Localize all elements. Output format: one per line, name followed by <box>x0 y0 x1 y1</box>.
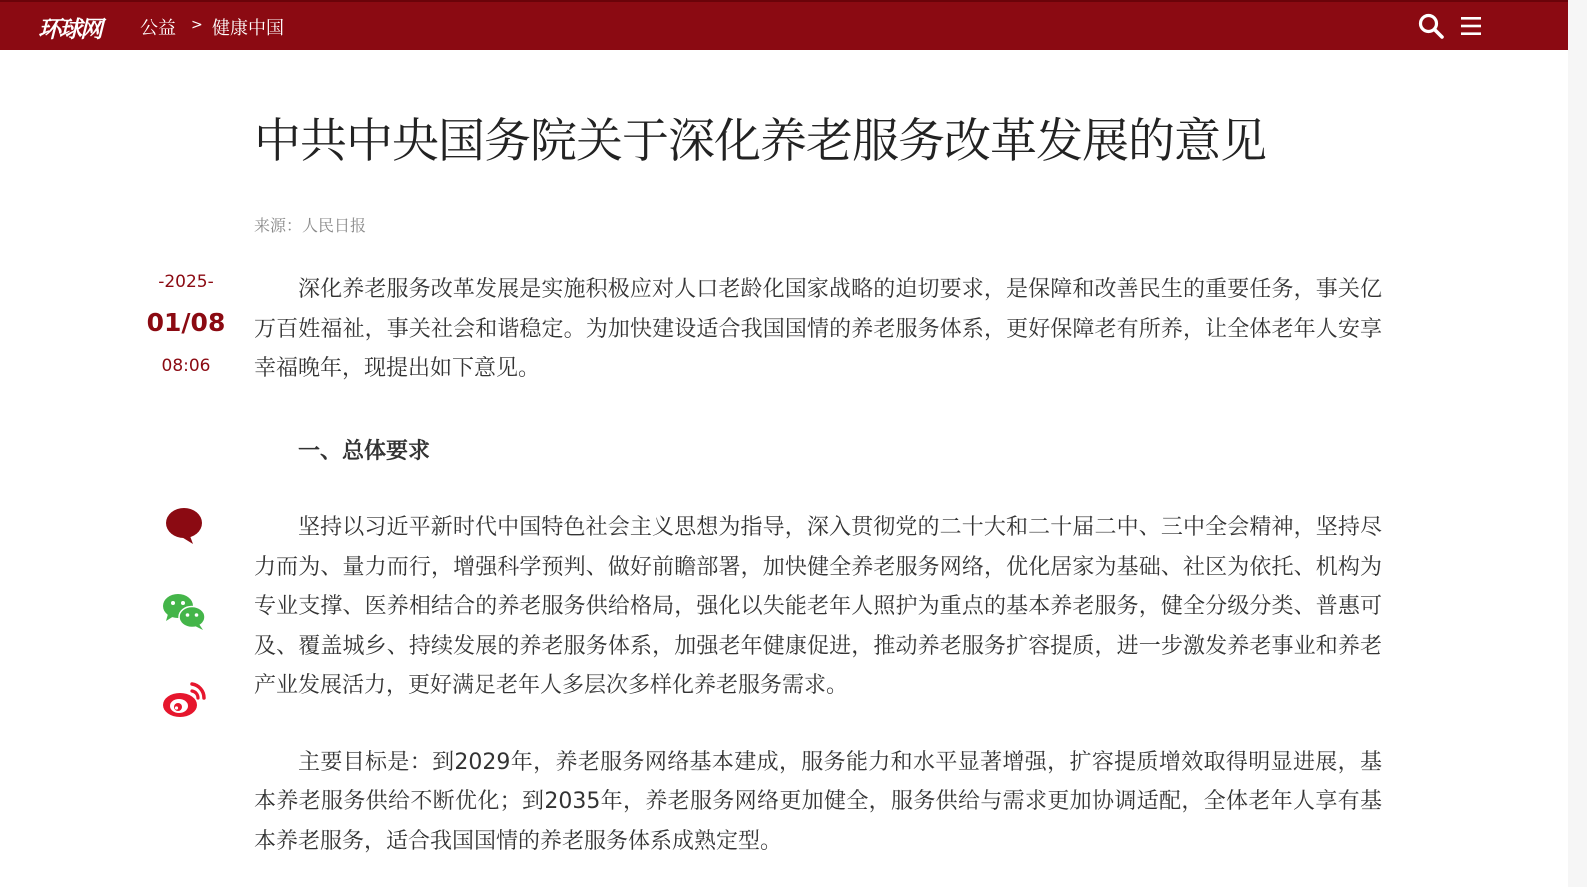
site-logo[interactable]: 环球网 <box>38 16 101 43</box>
weibo-share-button[interactable] <box>160 678 208 722</box>
search-icon[interactable] <box>1417 12 1445 40</box>
article-source: 来源：人民日报 <box>254 216 367 235</box>
publish-year: -2025- <box>158 272 214 292</box>
page-scrollbar[interactable] <box>1568 0 1587 887</box>
breadcrumb-item-gongyi[interactable]: 公益 <box>140 18 176 39</box>
menu-icon[interactable] <box>1459 12 1487 40</box>
weibo-icon <box>160 678 208 722</box>
wechat-icon <box>160 590 208 634</box>
publish-day: 01/08 <box>146 308 226 337</box>
article-paragraph-intro: 深化养老服务改革发展是实施积极应对人口老龄化国家战略的迫切要求，是保障和改善民生的重要任务，事关亿万百姓福祉，事关社会和谐稳定。为加快建设适合我国国情的养老服务体系，更好保障老有所养，让全体老年人安享幸福晚年，现提出如下意见。 <box>254 277 1382 381</box>
comment-button[interactable] <box>160 504 208 548</box>
article-body <box>254 270 1382 861</box>
wechat-share-button[interactable] <box>160 590 208 634</box>
top-nav-bar <box>0 0 1568 50</box>
section-heading: 一、总体要求 <box>298 438 431 464</box>
publish-time: 08:06 <box>161 356 211 376</box>
article-title: 中共中央国务院关于深化养老服务改革发展的意见 <box>254 114 1266 169</box>
comment-icon <box>160 504 208 548</box>
breadcrumb-separator: > <box>191 17 203 33</box>
article-paragraph: 主要目标是：到2029年，养老服务网络基本建成，服务能力和水平显著增强，扩容提质增效取得明显进展，基本养老服务供给不断优化；到2035年，养老服务网络更加健全，服务供给与需求更加协调适配，全体老年人享有基本养老服务，适合我国国情的养老服务体系成熟定型。 <box>254 749 1382 854</box>
article-paragraph: 坚持以习近平新时代中国特色社会主义思想为指导，深入贯彻党的二十大和二十届二中、三中全会精神，坚持尽力而为、量力而行，增强科学预判、做好前瞻部署，加快健全养老服务网络，优化居家为基础、社区为依托、机构为专业支撑、医养相结合的养老服务供给格局，强化以失能老年人照护为重点的基本养老服务，健全分级分类、普惠可及、覆盖城乡、持续发展的养老服务体系，加强老年健康促进，推动养老服务扩容提质，进一步激发养老事业和养老产业发展活力，更好满足老年人多层次多样化养老服务需求。 <box>254 515 1382 698</box>
breadcrumb-item-health-china[interactable]: 健康中国 <box>212 18 284 39</box>
